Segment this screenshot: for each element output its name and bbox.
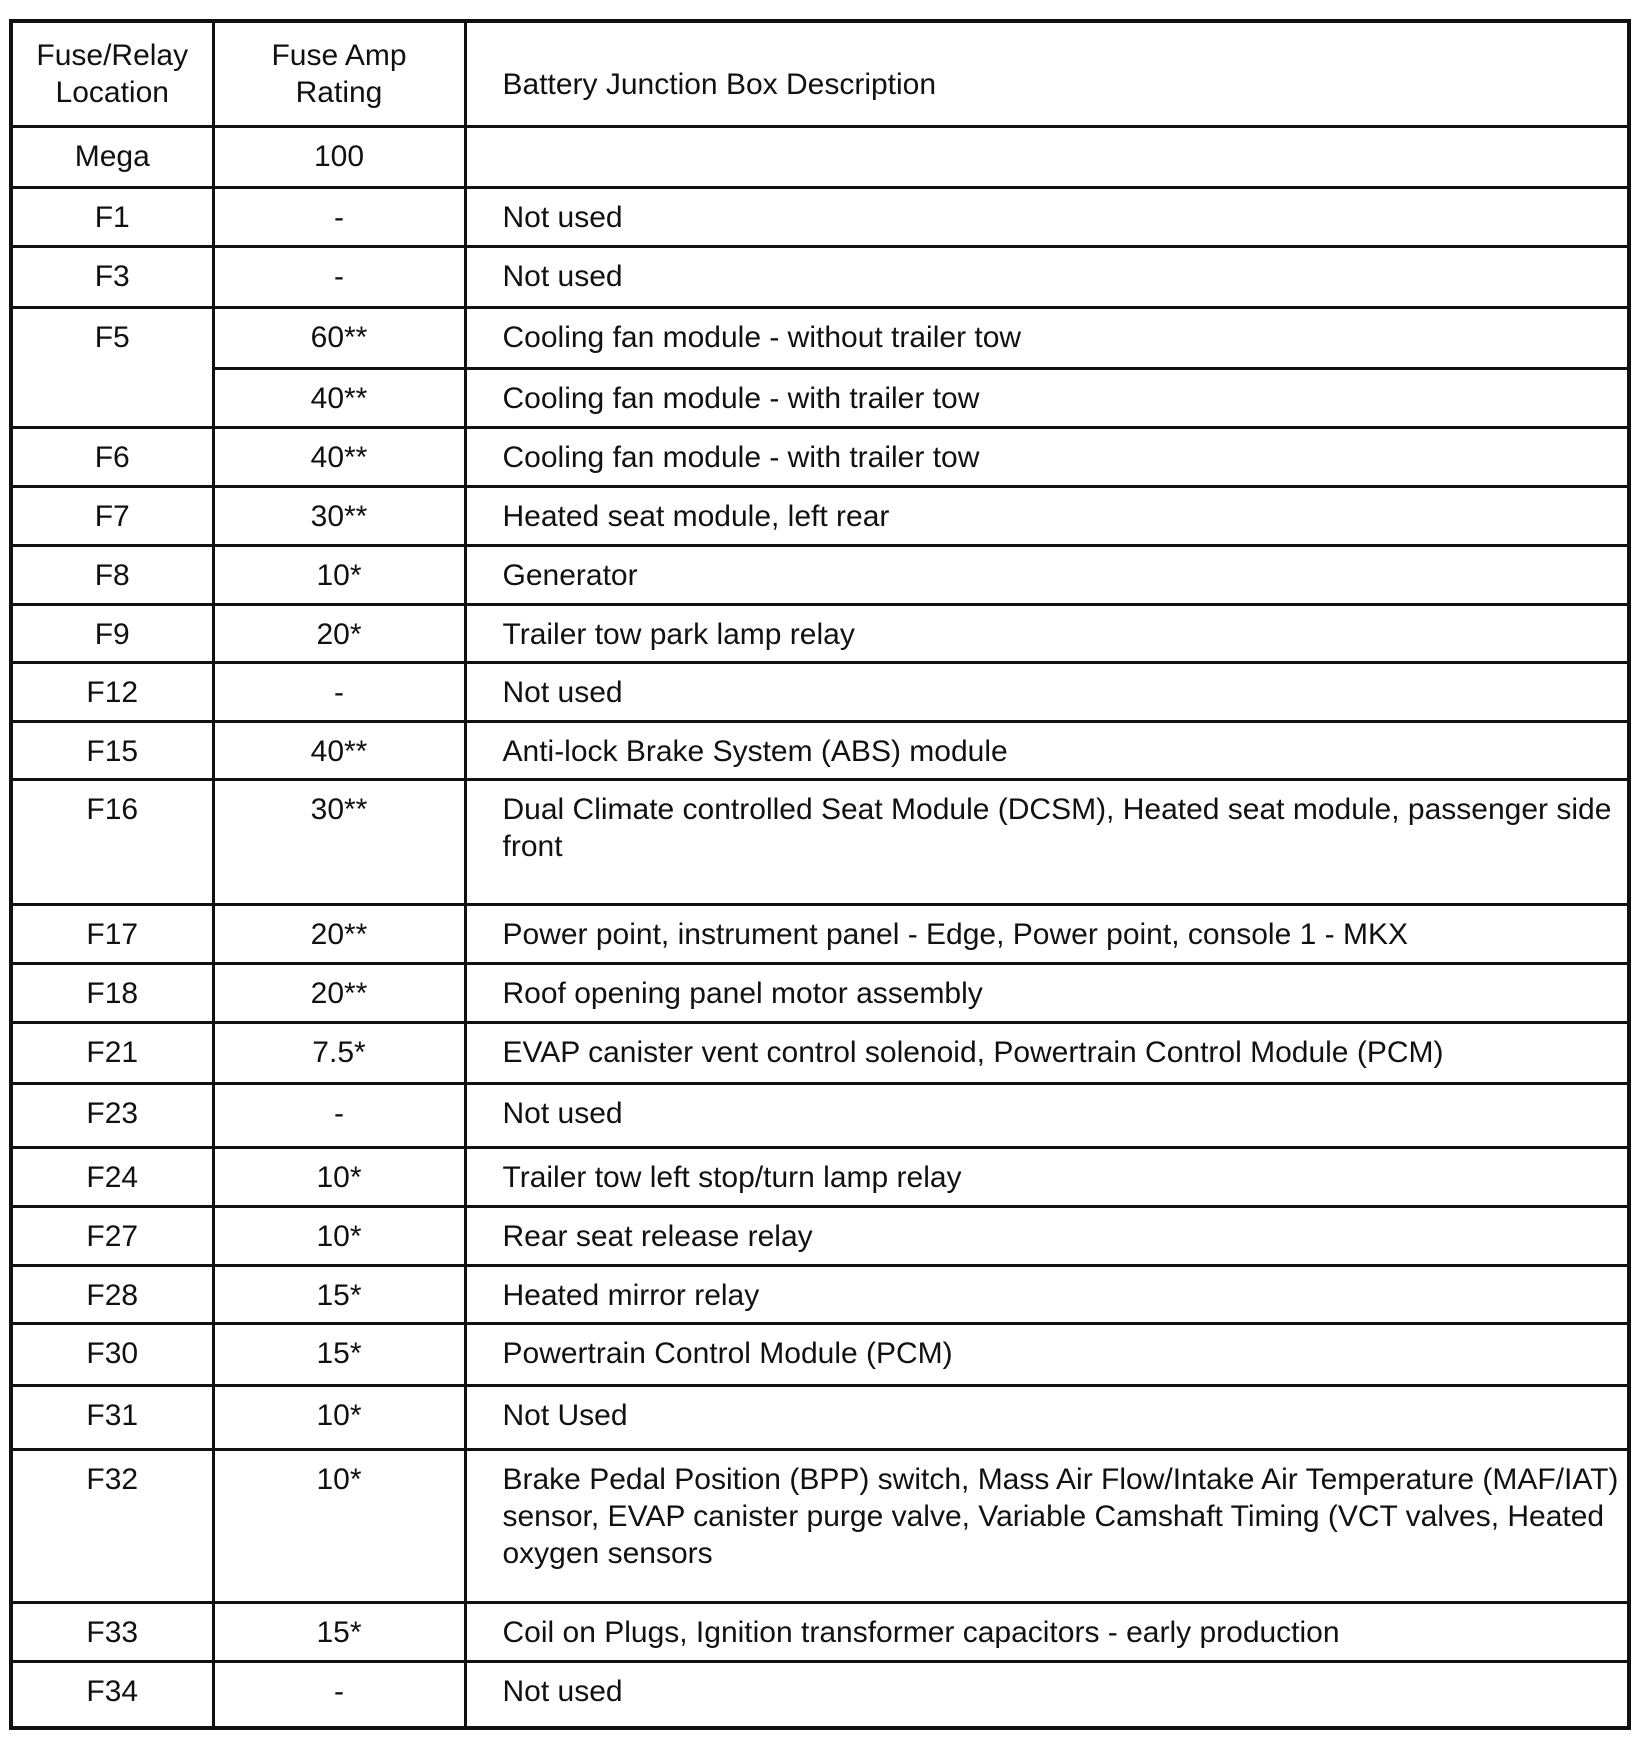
amp-rating-cell: 10* [213, 1147, 465, 1206]
fuse-location-cell: F33 [11, 1602, 213, 1661]
fuse-location-cell: F5 [11, 307, 213, 427]
header-amp-line1: Fuse Amp [271, 38, 407, 72]
table-row [11, 963, 1629, 1022]
fuse-location-cell: F31 [11, 1385, 213, 1449]
table-row [11, 126, 1629, 187]
description-cell: Not used [465, 662, 1629, 721]
table-row [11, 1323, 1629, 1385]
description-cell [465, 126, 1629, 187]
description-cell: Heated seat module, left rear [465, 486, 1629, 545]
description-cell: Generator [465, 545, 1629, 604]
amp-rating-cell: 40** [213, 427, 465, 486]
header-location-line2: Location [55, 75, 169, 109]
amp-rating-cell: 10* [213, 1385, 465, 1449]
description-cell: Cooling fan module - with trailer tow [465, 427, 1629, 486]
fuse-location-cell: F16 [11, 779, 213, 904]
amp-rating-cell: 20** [213, 904, 465, 963]
header-row [11, 21, 1629, 126]
amp-rating-cell: - [213, 662, 465, 721]
amp-rating-cell: 15* [213, 1265, 465, 1323]
table-row [11, 1147, 1629, 1206]
amp-rating-cell: 15* [213, 1602, 465, 1661]
fuse-location-cell: F34 [11, 1661, 213, 1728]
table-row [11, 1265, 1629, 1323]
amp-rating-cell: 40** [213, 721, 465, 779]
fuse-location-cell: F15 [11, 721, 213, 779]
fuse-location-cell: F7 [11, 486, 213, 545]
amp-rating-cell: 20* [213, 604, 465, 662]
table-row [11, 368, 1629, 427]
table-row [11, 1206, 1629, 1265]
fuse-location-cell: F8 [11, 545, 213, 604]
table-row [11, 1449, 1629, 1602]
amp-rating-cell: 60** [213, 307, 465, 368]
fuse-location-cell: F3 [11, 246, 213, 307]
table-row [11, 427, 1629, 486]
description-cell: Not used [465, 1083, 1629, 1147]
table-row [11, 1602, 1629, 1661]
description-cell: EVAP canister vent control solenoid, Powertrain Control Module (PCM) [465, 1022, 1629, 1083]
table-row [11, 1022, 1629, 1083]
table-row [11, 246, 1629, 307]
amp-rating-cell: 100 [213, 126, 465, 187]
header-location [11, 21, 213, 126]
amp-rating-cell: - [213, 187, 465, 246]
description-cell: Trailer tow park lamp relay [465, 604, 1629, 662]
fuse-location-cell: F27 [11, 1206, 213, 1265]
fuse-location-cell: F17 [11, 904, 213, 963]
table-row [11, 187, 1629, 246]
description-cell: Coil on Plugs, Ignition transformer capacitors - early production [465, 1602, 1629, 1661]
table-row [11, 721, 1629, 779]
table-row [11, 1661, 1629, 1728]
fuse-table [9, 19, 1631, 1730]
fuse-location-cell: F6 [11, 427, 213, 486]
table-row [11, 604, 1629, 662]
amp-rating-cell: 7.5* [213, 1022, 465, 1083]
description-cell: Not used [465, 187, 1629, 246]
amp-rating-cell: 30** [213, 486, 465, 545]
fuse-location-cell: F28 [11, 1265, 213, 1323]
amp-rating-cell: 15* [213, 1323, 465, 1385]
description-cell: Brake Pedal Position (BPP) switch, Mass Air Flow/Intake Air Temperature (MAF/IAT) sensor, EVAP canister purge valve, Variable Camshaft Timing (VCT valves, Heated oxygen sensors [465, 1449, 1629, 1602]
header-description: Battery Junction Box Description [465, 21, 1629, 126]
amp-rating-cell: - [213, 1083, 465, 1147]
description-cell: Power point, instrument panel - Edge, Power point, console 1 - MKX [465, 904, 1629, 963]
description-cell: Rear seat release relay [465, 1206, 1629, 1265]
amp-rating-cell: - [213, 1661, 465, 1728]
amp-rating-cell: 40** [213, 368, 465, 427]
table-row [11, 545, 1629, 604]
table-row [11, 904, 1629, 963]
amp-rating-cell: 10* [213, 1449, 465, 1602]
table-row [11, 486, 1629, 545]
description-cell: Not used [465, 1661, 1629, 1728]
table-row [11, 307, 1629, 368]
fuse-location-cell: F1 [11, 187, 213, 246]
table-row [11, 1385, 1629, 1449]
fuse-location-cell: Mega [11, 126, 213, 187]
fuse-location-cell: F30 [11, 1323, 213, 1385]
amp-rating-cell: - [213, 246, 465, 307]
amp-rating-cell: 30** [213, 779, 465, 904]
fuse-location-cell: F23 [11, 1083, 213, 1147]
header-location-line1: Fuse/Relay [36, 38, 189, 72]
amp-rating-cell: 10* [213, 1206, 465, 1265]
description-cell: Powertrain Control Module (PCM) [465, 1323, 1629, 1385]
description-cell: Dual Climate controlled Seat Module (DCSM), Heated seat module, passenger side front [465, 779, 1629, 904]
amp-rating-cell: 20** [213, 963, 465, 1022]
description-cell: Cooling fan module - without trailer tow [465, 307, 1629, 368]
fuse-location-cell: F18 [11, 963, 213, 1022]
fuse-location-cell: F32 [11, 1449, 213, 1602]
amp-rating-cell: 10* [213, 545, 465, 604]
description-cell: Not Used [465, 1385, 1629, 1449]
fuse-location-cell: F12 [11, 662, 213, 721]
description-cell: Heated mirror relay [465, 1265, 1629, 1323]
description-cell: Not used [465, 246, 1629, 307]
table-row [11, 1083, 1629, 1147]
fuse-location-cell: F21 [11, 1022, 213, 1083]
description-cell: Anti-lock Brake System (ABS) module [465, 721, 1629, 779]
header-amp-line2: Rating [295, 75, 383, 109]
fuse-location-cell: F24 [11, 1147, 213, 1206]
description-cell: Trailer tow left stop/turn lamp relay [465, 1147, 1629, 1206]
header-amp [213, 21, 465, 126]
description-cell: Cooling fan module - with trailer tow [465, 368, 1629, 427]
description-cell: Roof opening panel motor assembly [465, 963, 1629, 1022]
fuse-location-cell: F9 [11, 604, 213, 662]
table-row [11, 779, 1629, 904]
table-row [11, 662, 1629, 721]
